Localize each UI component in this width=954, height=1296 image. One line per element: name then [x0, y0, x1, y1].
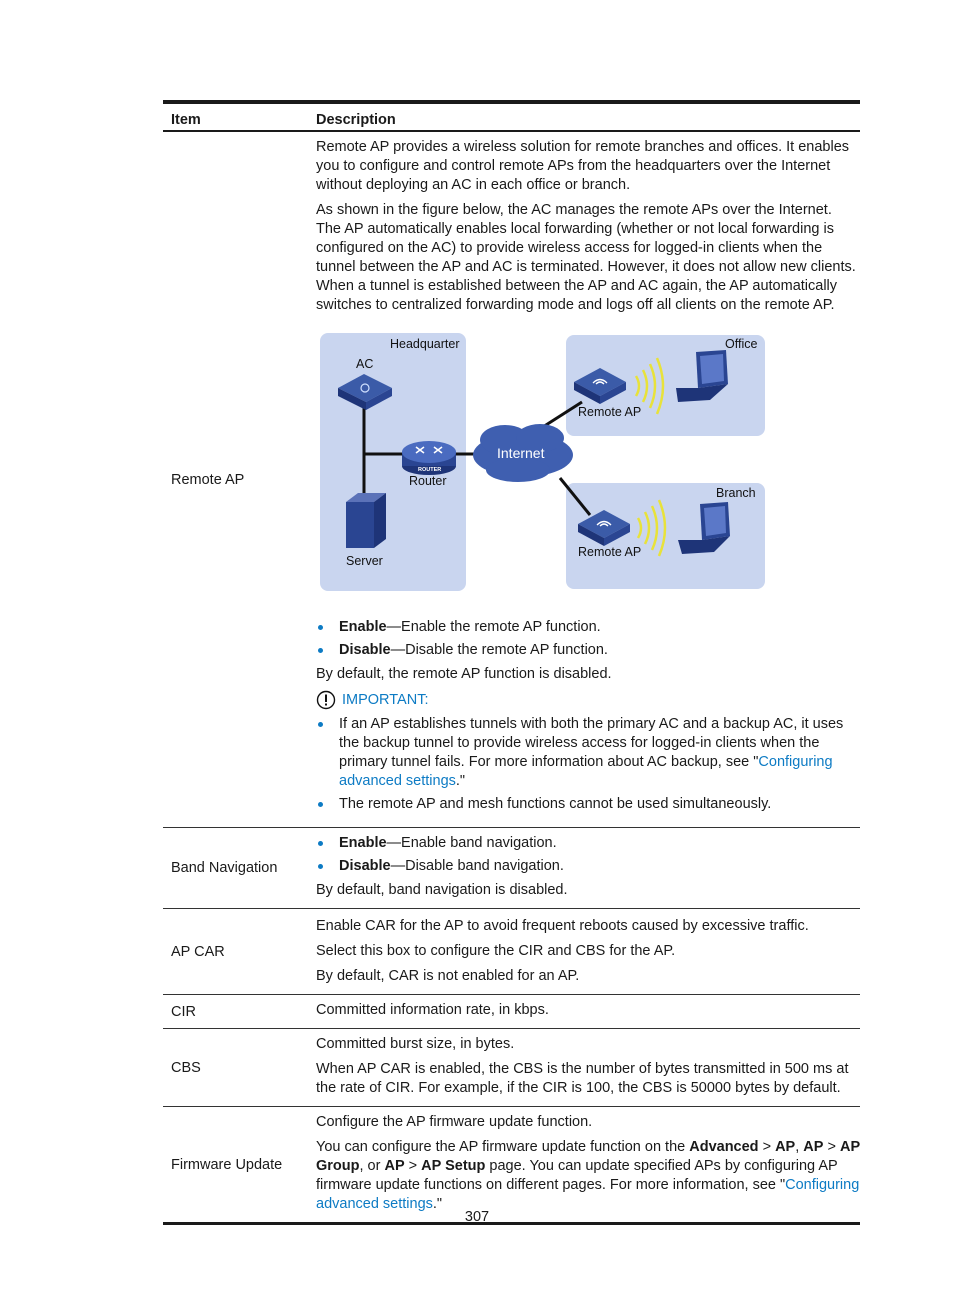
- description-cbs: [316, 1029, 860, 1106]
- remote-ap-options-list: [316, 618, 860, 660]
- item-band-navigation: Band Navigation: [171, 860, 278, 876]
- note-ac-backup-end: .": [455, 773, 466, 789]
- description-band-navigation: [316, 828, 860, 908]
- cir-definition: Committed information rate, in kbps.: [316, 1002, 549, 1018]
- headquarter-label: Headquarter: [390, 337, 460, 351]
- option-text-enable: —Enable the remote AP function.: [386, 619, 601, 635]
- ap-car-purpose: Enable CAR for the AP to avoid frequent reboots caused by excessive traffic.: [316, 918, 809, 934]
- text-segment: page. You can update specified APs by configuring AP firmware update functions on different pages. For more information, see ": [316, 1158, 838, 1193]
- text-segment: >: [758, 1139, 776, 1155]
- item-ap-car: AP CAR: [171, 943, 225, 960]
- page-number: 307: [464, 1209, 490, 1225]
- table-row-ap-car: [163, 908, 860, 994]
- description-ap-car: [316, 909, 860, 994]
- firmware-update-navigation: [316, 1138, 860, 1214]
- option-term-enable: Enable: [339, 619, 387, 635]
- list-item: [316, 641, 860, 660]
- table-row-cbs: [163, 1028, 860, 1106]
- item-remote-ap: Remote AP: [171, 471, 245, 488]
- important-label: IMPORTANT:: [342, 691, 429, 708]
- text-segment: .": [432, 1196, 443, 1212]
- note-mesh-conflict: The remote AP and mesh functions cannot be used simultaneously.: [339, 796, 772, 812]
- server-label: Server: [346, 554, 383, 568]
- list-item: [316, 795, 860, 814]
- menu-path-ap-group: AP Group: [316, 1139, 860, 1174]
- description-cir: [316, 995, 860, 1028]
- description-remote-ap: [316, 132, 860, 827]
- router-label: Router: [409, 474, 447, 488]
- ac-label: AC: [356, 357, 374, 371]
- table-header: [163, 104, 860, 132]
- office-remote-ap-label: Remote AP: [578, 405, 642, 419]
- office-label: Office: [725, 337, 758, 351]
- option-term-disable: Disable: [339, 858, 391, 874]
- cbs-explanation: When AP CAR is enabled, the CBS is the number of bytes transmitted in 500 ms at the rate of CIR. For example, if the CIR is 100, the CBS is 50000 bytes by default.: [316, 1061, 849, 1096]
- note-ac-backup-text: If an AP establishes tunnels with both the primary AC and a backup AC, it uses the backup tunnel to provide wireless access for logged-in clients when the primary tunnel fails. For more information about AC backup, see ": [339, 716, 844, 770]
- remote-ap-network-diagram: [320, 330, 772, 592]
- menu-path-ap-2: AP: [803, 1139, 824, 1155]
- internet-label: Internet: [497, 445, 545, 461]
- remote-ap-figure-explanation: As shown in the figure below, the AC manages the remote APs over the Internet. The AP automatically enables local forwarding (whether or not local forwarding is configured on the AC) to provide wireless access for logged-in clients when the tunnel between the AP and AC is terminated. However, it does not allow new clients. When a tunnel is established between the AP and AC again, the AP automatically switches to centralized forwarding mode and logs off all clients on the remote AP.: [316, 202, 856, 313]
- table-row-cir: [163, 994, 860, 1028]
- table-row-remote-ap: [163, 132, 860, 827]
- text-segment: >: [404, 1158, 422, 1174]
- list-item: [316, 834, 860, 853]
- item-cir: CIR: [171, 1003, 196, 1020]
- description-firmware-update: [316, 1107, 860, 1222]
- table-row-band-navigation: [163, 827, 860, 908]
- column-header-description: Description: [316, 112, 396, 128]
- important-notes-list: [316, 715, 860, 814]
- remote-ap-default: By default, the remote AP function is disabled.: [316, 666, 612, 682]
- band-navigation-default: By default, band navigation is disabled.: [316, 882, 568, 898]
- option-text-enable: —Enable band navigation.: [386, 835, 557, 851]
- warning-icon: [316, 690, 336, 710]
- menu-path-ap: AP: [775, 1139, 796, 1155]
- important-callout: [316, 690, 860, 710]
- table-row-firmware-update: [163, 1106, 860, 1222]
- branch-remote-ap-label: Remote AP: [578, 545, 642, 559]
- ap-car-default: By default, CAR is not enabled for an AP.: [316, 968, 580, 984]
- list-item: [316, 715, 860, 791]
- option-text-disable: —Disable the remote AP function.: [390, 642, 608, 658]
- ap-car-instruction: Select this box to configure the CIR and CBS for the AP.: [316, 943, 676, 959]
- router-icon: [402, 441, 456, 475]
- configuring-advanced-settings-link[interactable]: Configuring advanced settings: [339, 754, 833, 789]
- configuring-advanced-settings-link[interactable]: Configuring advanced settings: [316, 1177, 860, 1212]
- router-badge-label: ROUTER: [418, 467, 442, 473]
- option-term-enable: Enable: [339, 835, 387, 851]
- list-item: [316, 618, 860, 637]
- remote-ap-intro: Remote AP provides a wireless solution for remote branches and offices. It enables you to configure and control remote APs from the headquarters over the Internet without deploying an AC in each office or branch.: [316, 139, 850, 193]
- server-icon: [346, 493, 386, 548]
- option-term-disable: Disable: [339, 642, 391, 658]
- menu-path-ap-3: AP: [384, 1158, 405, 1174]
- text-segment: , or: [359, 1158, 385, 1174]
- item-cbs: CBS: [171, 1059, 201, 1076]
- text-segment: ,: [795, 1139, 804, 1155]
- option-text-disable: —Disable band navigation.: [390, 858, 564, 874]
- menu-path-ap-setup: AP Setup: [421, 1158, 486, 1174]
- item-firmware-update: Firmware Update: [171, 1156, 283, 1173]
- list-item: [316, 857, 860, 876]
- column-header-item: Item: [171, 112, 201, 128]
- parameter-table: [163, 100, 860, 1225]
- band-navigation-options-list: [316, 834, 860, 876]
- text-segment: >: [823, 1139, 840, 1155]
- branch-label: Branch: [716, 486, 756, 500]
- menu-path-advanced: Advanced: [689, 1139, 759, 1155]
- firmware-update-purpose: Configure the AP firmware update function.: [316, 1114, 593, 1130]
- text-segment: You can configure the AP firmware update function on the: [316, 1139, 690, 1155]
- cbs-definition: Committed burst size, in bytes.: [316, 1036, 515, 1052]
